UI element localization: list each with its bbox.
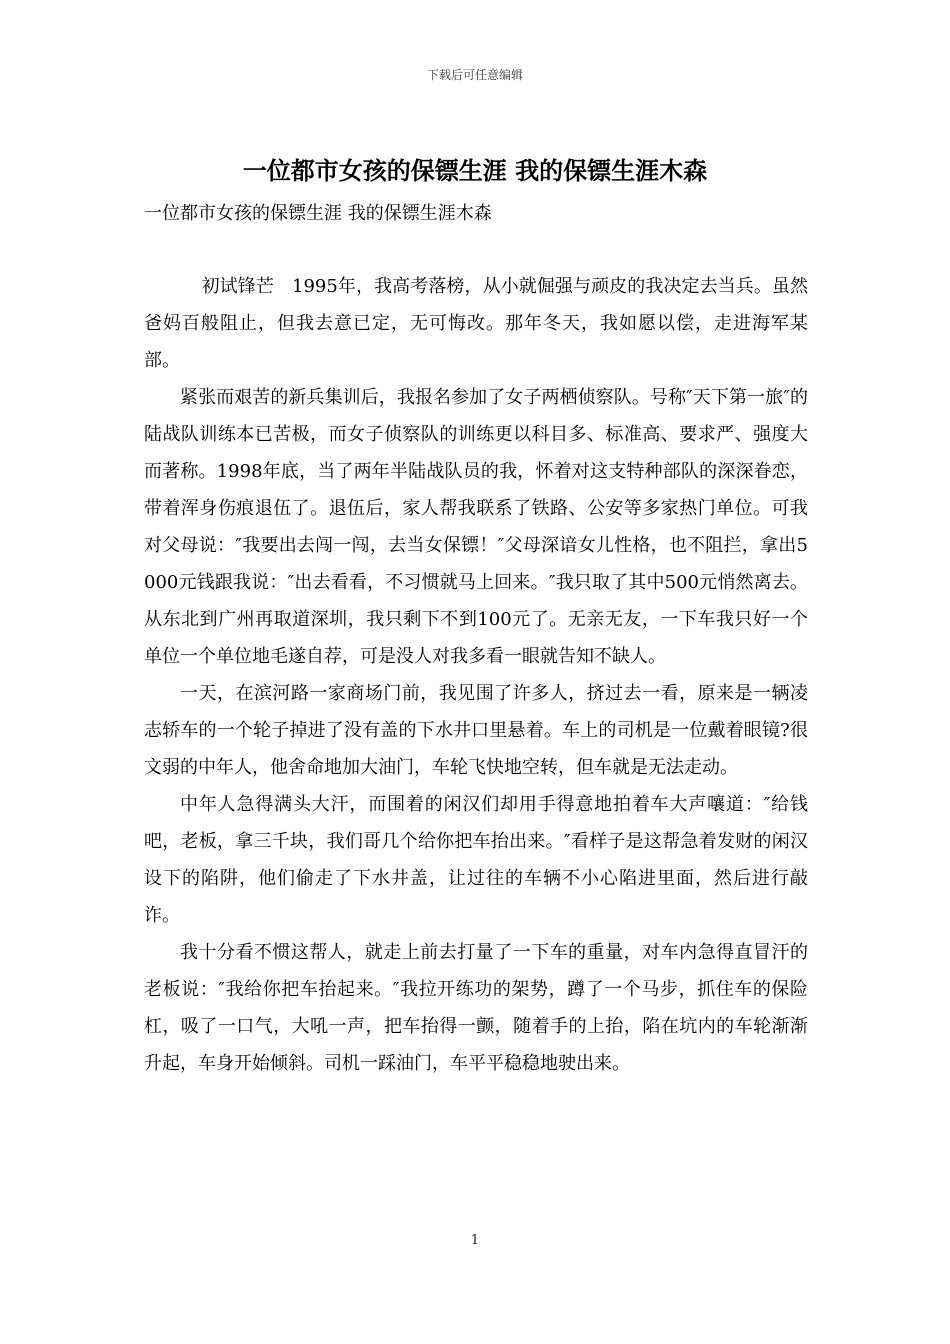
document-title: 一位都市女孩的保镖生涯 我的保镖生涯木森 [242, 156, 708, 185]
paragraph-1: 初试锋芒 1995年，我高考落榜，从小就倔强与顽皮的我决定去当兵。虽然爸妈百般阻止，但我去意已定，无可悔改。那年冬天，我如愿以偿，走进海军某部。 [144, 276, 808, 371]
paragraph-5: 我十分看不惯这帮人，就走上前去打量了一下车的重量，对车内急得直冒汗的老板说：″我给你把车抬起来。″我拉开练功的架势，蹲了一个马步，抓住车的保险杠，吸了一口气，大吼一声，把车抬得一颤，随着手的上抬，陷在坑内的车轮渐渐升起，车身开始倾斜。司机一踩油门，车平平稳稳地驶出来。 [144, 942, 808, 1074]
document-subtitle: 一位都市女孩的保镖生涯 我的保镖生涯木森 [144, 203, 492, 224]
document-body [144, 268, 808, 1082]
page-number: 1 [470, 1233, 480, 1248]
page-header: 下载后可任意编辑 [426, 68, 523, 82]
paragraph-4: 中年人急得满头大汗，而围着的闲汉们却用手得意地拍着车大声嚷道：″给钱吧，老板，拿三千块，我们哥几个给你把车抬出来。″看样子是这帮急着发财的闲汉设下的陷阱，他们偷走了下水井盖，让过往的车辆不小心陷进里面，然后进行敲诈。 [144, 794, 808, 926]
paragraph-2: 紧张而艰苦的新兵集训后，我报名参加了女子两栖侦察队。号称″天下第一旅″的陆战队训练本已苦极，而女子侦察队的训练更以科目多、标准高、要求严、强度大而著称。1998年底，当了两年半陆战队员的我，怀着对这支特种部队的深深眷恋，带着浑身伤痕退伍了。退伍后，家人帮我联系了铁路、公安等多家热门单位。可我对父母说：″我要出去闯一闯，去当女保镖！″父母深谙女儿性格，也不阻拦，拿出5000元钱跟我说：″出去看看，不习惯就马上回来。″我只取了其中500元悄然离去。从东北到广州再取道深圳，我只剩下不到100元了。无亲无友，一下车我只好一个单位一个单位地毛遂自荐，可是没人对我多看一眼就告知不缺人。 [144, 387, 808, 667]
paragraph-3: 一天，在滨河路一家商场门前，我见围了许多人，挤过去一看，原来是一辆凌志轿车的一个轮子掉进了没有盖的下水井口里悬着。车上的司机是一位戴着眼镜?很文弱的中年人，他舍命地加大油门，车轮飞快地空转，但车就是无法走动。 [144, 683, 808, 778]
